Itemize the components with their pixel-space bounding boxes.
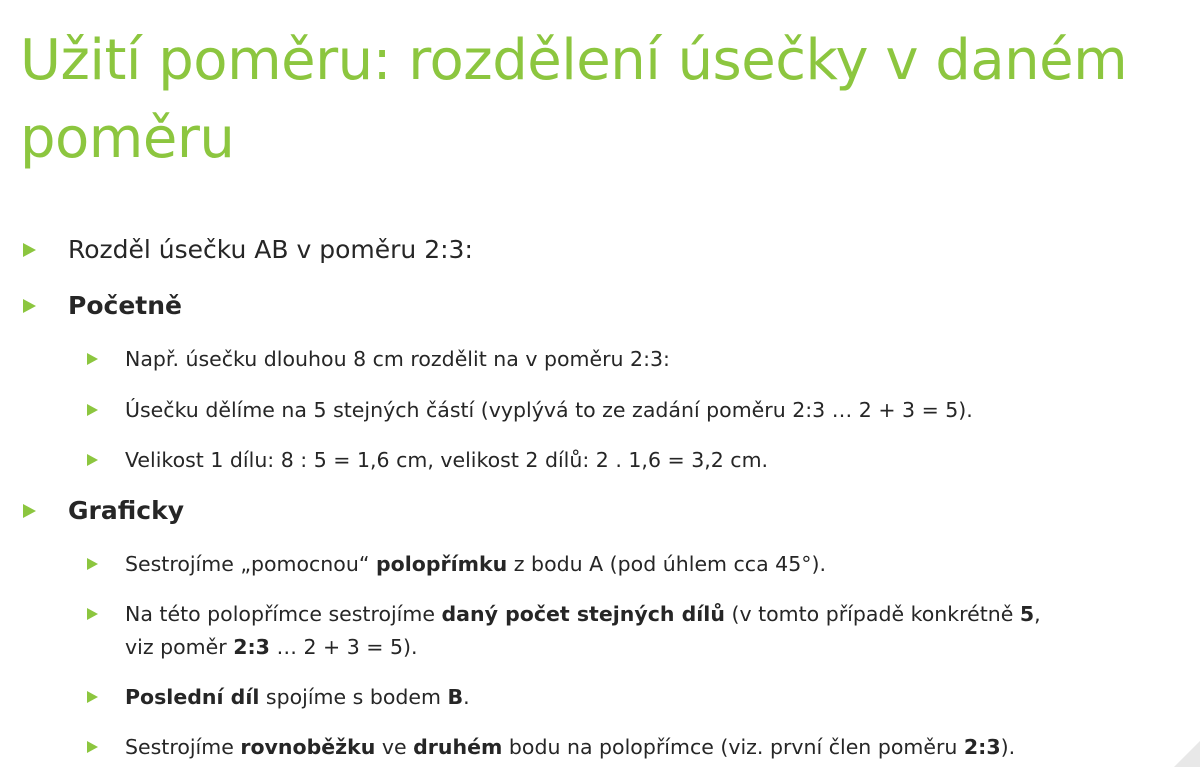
numeric-item-3-text: Velikost 1 dílu: 8 : 5 = 1,6 cm, velikost 2 dílů: 2 . 1,6 = 3,2 cm. <box>125 448 769 472</box>
bullet-triangle-icon <box>87 404 98 416</box>
bullet-triangle-icon <box>23 299 36 313</box>
graphic-item-4-part-g: ). <box>1000 735 1016 759</box>
heading-numeric-text: Početně <box>68 291 182 320</box>
graphic-item-2-part-g: 2:3 <box>233 635 270 659</box>
graphic-item-4-part-a: Sestrojíme <box>125 735 241 759</box>
graphic-item-2-part-c: (v tomto případě konkrétně <box>724 602 1020 626</box>
graphic-item-3-part-c: B <box>447 685 464 709</box>
graphic-item-1-part-c: z bodu A (pod úhlem cca 45°). <box>507 552 827 576</box>
graphic-item-4-part-c: ve <box>375 735 414 759</box>
graphic-item-2 <box>125 598 1041 630</box>
bullet-intro-text: Rozděl úsečku AB v poměru 2:3: <box>68 235 473 264</box>
graphic-item-2-part-a: Na této polopřímce sestrojíme <box>125 602 442 626</box>
bullet-triangle-icon <box>87 691 98 703</box>
graphic-item-4-part-d: druhém <box>413 735 503 759</box>
slide-corner-decoration <box>1174 741 1200 767</box>
numeric-item-1 <box>125 343 670 375</box>
graphic-item-2-part-d: 5 <box>1019 602 1035 626</box>
heading-graphic <box>68 495 184 527</box>
bullet-triangle-icon <box>87 741 98 753</box>
slide-title: Užití poměru: rozdělení úsečky v daném poměru <box>20 28 1128 171</box>
numeric-item-2-text: Úsečku dělíme na 5 stejných částí (vyplývá to ze zadání poměru 2:3 … 2 + 3 = 5). <box>125 398 973 422</box>
graphic-item-4-part-e: bodu na polopřímce (viz. první člen poměru <box>502 735 964 759</box>
graphic-item-4 <box>125 731 1015 763</box>
bullet-triangle-icon <box>87 353 98 365</box>
graphic-item-2-part-b: daný počet stejných dílů <box>441 602 725 626</box>
graphic-item-3-part-d: . <box>463 685 470 709</box>
bullet-triangle-icon <box>87 454 98 466</box>
bullet-triangle-icon <box>23 243 36 257</box>
graphic-item-2-continuation <box>125 631 418 663</box>
heading-numeric <box>68 290 182 322</box>
bullet-triangle-icon <box>23 504 36 518</box>
graphic-item-4-part-f: 2:3 <box>963 735 1001 759</box>
graphic-item-3-part-a: Poslední díl <box>125 685 260 709</box>
bullet-intro <box>68 234 473 266</box>
graphic-item-3-part-b: spojíme s bodem <box>259 685 448 709</box>
graphic-item-2-part-h: … 2 + 3 = 5). <box>269 635 418 659</box>
graphic-item-1-part-a: Sestrojíme „pomocnou“ <box>125 552 376 576</box>
bullet-triangle-icon <box>87 558 98 570</box>
graphic-item-3 <box>125 681 470 713</box>
graphic-item-1-part-b: polopřímku <box>375 552 508 576</box>
heading-graphic-text: Graficky <box>68 496 184 525</box>
numeric-item-1-text: Např. úsečku dlouhou 8 cm rozdělit na v poměru 2:3: <box>125 347 670 371</box>
graphic-item-2-part-e: , <box>1034 602 1041 626</box>
graphic-item-4-part-b: rovnoběžku <box>240 735 376 759</box>
numeric-item-3 <box>125 444 768 476</box>
graphic-item-2-part-f: viz poměr <box>125 635 234 659</box>
bullet-triangle-icon <box>87 608 98 620</box>
numeric-item-2 <box>125 394 973 426</box>
graphic-item-1 <box>125 548 826 580</box>
